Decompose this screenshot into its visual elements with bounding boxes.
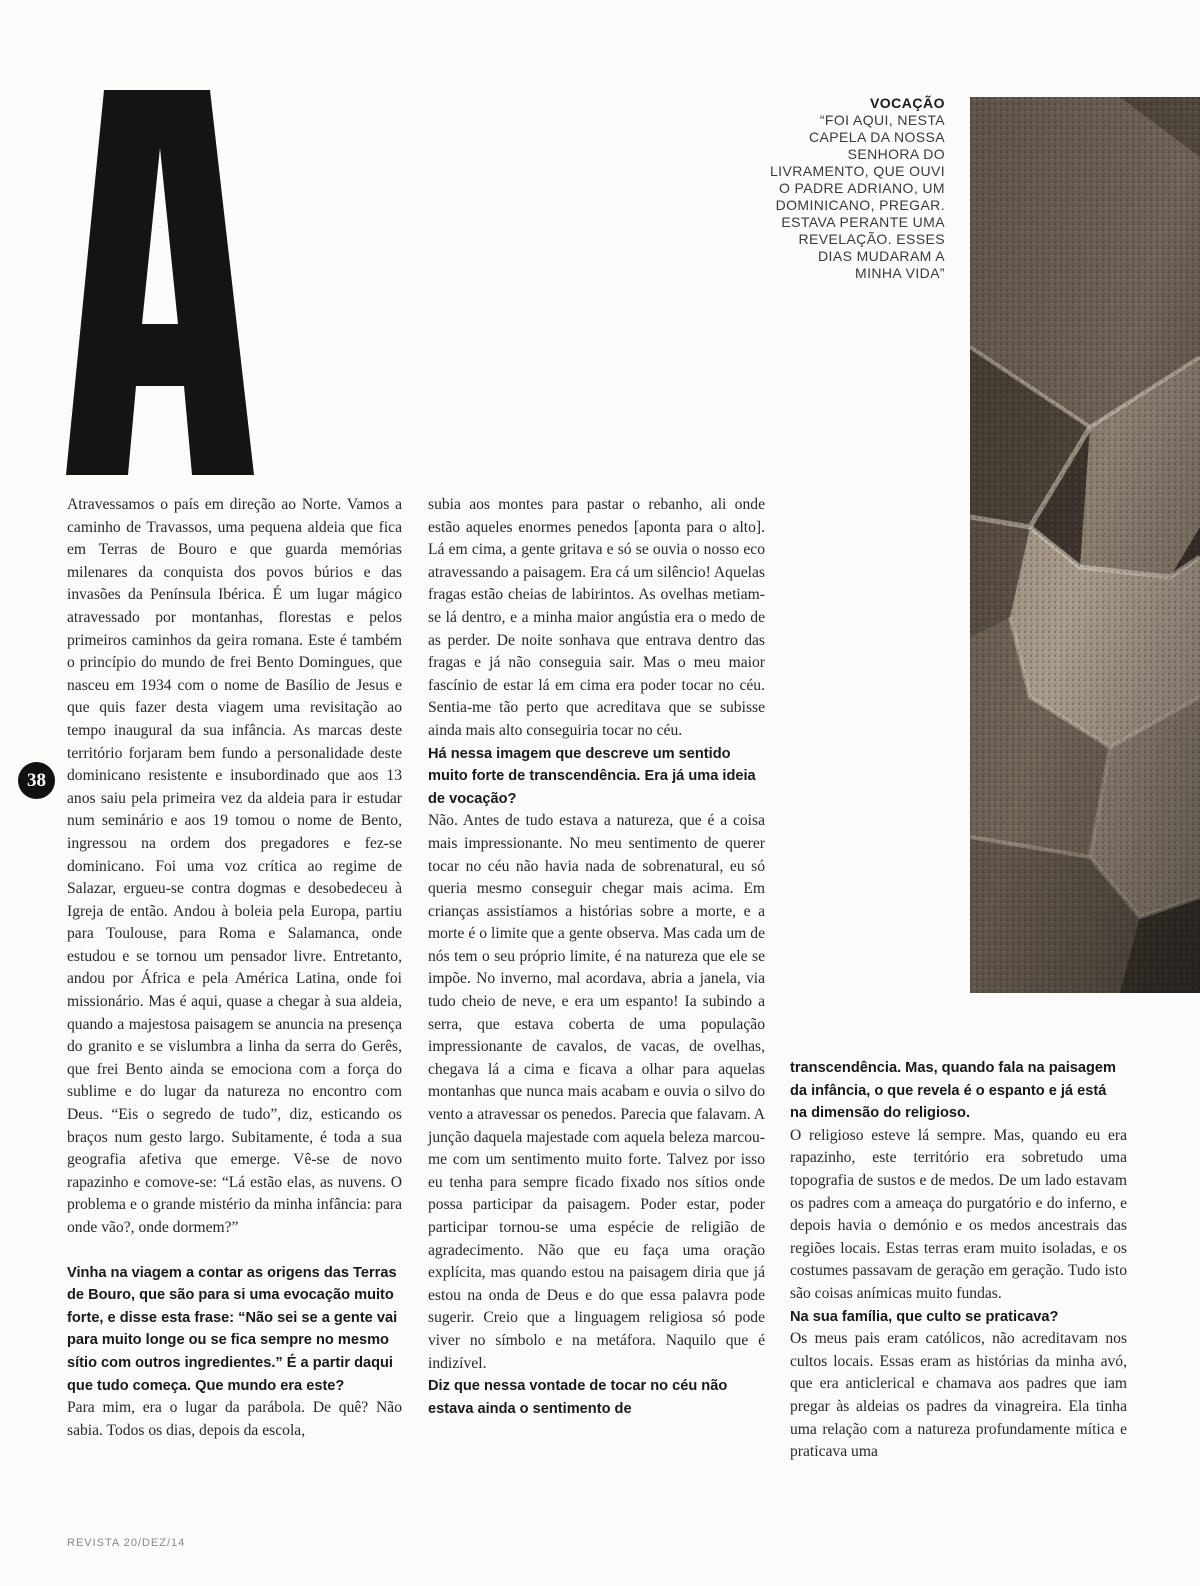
interview-question-1: Vinha na viagem a contar as origens das Terras de Bouro, que são para si uma evocação muito forte, e disse esta frase: “Não sei se a gente vai para muito longe ou se fica sempre no mesmo sítio com outros ingredientes.” É a partir daqui que tudo começa. Que mundo era este? [67,1264,398,1394]
interview-answer-2: Não. Antes de tudo estava a natureza, que é a coisa mais impressionante. No meu sentimento de querer tocar no céu não havia nada de sobrenatural, eu só queria mesmo conseguir chegar mais acima. Em crianças assistíamos a histórias sobre a morte, e a morte é o limite que a gente observa. Mas cada um de nós tem o seu próprio limite, é na natureza que ele se impõe. No inverno, mal acordava, abria a janela, via tudo cheio de neve, e era um espanto! Ia subindo a serra, que estava coberta de uma população impressionante de cavalos, de vacas, de ovelhas, chegava lá a cima e ficava a olhar para aquelas montanhas que nunca mais acabam e ouvia o silvo do vento a atravessar os penedos. Parecia que falavam. A junção daquela majestade com aquela beleza marcou-me com um sentimento muito forte. Talvez por isso eu tenha para sempre ficado fixado nos sítios onde possa participar da paisagem. Poder estar, poder participar tornou-se uma espécie de religião de agradecimento. Não que eu faça uma oração explícita, mas quando estou na paisagem diria que já estou na onda de Deus e do que essa palavra pode sugerir. Creio que a linguagem religiosa só pode viver no símbolo e na metáfora. Naquilo que é indizível. [428,812,765,1372]
interview-question-2: Há nessa imagem que descreve um sentido muito forte de transcendência. Era já uma ideia de vocação? [428,745,756,807]
magazine-footer: REVISTA 20/DEZ/14 [67,1537,186,1549]
paragraph-spacer [67,1240,402,1262]
intro-paragraph: Atravessamos o país em direção ao Norte. Vamos a caminho de Travassos, uma pequena aldeia que fica em Terras de Bouro e que guarda memórias milenares da conquista dos povos búrios e das invasões da Península Ibérica. É um lugar mágico atravessado por montanhas, florestas e pelos primeiros caminhos da geira romana. Este é também o princípio do mundo de frei Bento Domingues, que nasceu em 1934 com o nome de Basílio de Jesus e que quis fazer desta viagem uma revisitação ao tempo inaugural da sua infância. As marcas deste território forjaram bem fundo a personalidade deste dominicano resistente e insubordinado que aos 13 anos saiu pela primeira vez da aldeia para ir estudar num seminário e aos 19 tomou o nome de Bento, ingressou na ordem dos pregadores e fez-se dominicano. Foi uma voz crítica ao regime de Salazar, ergueu-se contra dogmas e desobedeceu à Igreja de então. Andou à boleia pela Europa, partiu para Toulouse, para Roma e Salamanca, onde estudou e se tornou um pensador livre. Entretanto, andou por África e pela América Latina, onde foi missionário. Mas é aqui, quase a chegar à sua aldeia, quando a majestosa paisagem se anuncia na presença do granito e se vislumbra a linha da serra do Gerês, que frei Bento ainda se emociona com a força do sublime e do lugar da natureza no encontro com Deus. “Eis o segredo de tudo”, diz, esticando os braços num gesto largo. Subitamente, é toda a sua geografia afetiva que emerge. Vê-se de novo rapazinho e comove-se: “Lá estão elas, as nuvens. O problema e o grande mistério da minha infância: para onde vão?, onde dormem?” [67,496,402,1236]
interview-answer-1-start: Para mim, era o lugar da parábola. De quê? Não sabia. Todos os dias, depois da escola, [67,1399,402,1439]
granite-wall-photo [970,97,1200,993]
page-number-badge: 38 [18,762,55,799]
article-column-1 [67,494,402,1442]
interview-answer-3: O religioso esteve lá sempre. Mas, quando eu era rapazinho, este território era sobretudo uma topografia de sustos e de medos. De um lado estavam os padres com a ameaça do purgatório e do inferno, e depois havia o demónio e os medos ancestrais das regiões locais. Estas terras eram muito isoladas, e os costumes passavam de geração em geração. Tudo isto são coisas anímicas muito fundas. [790,1126,1127,1302]
photo-caption [770,95,945,282]
interview-answer-1-cont: subia aos montes para pastar o rebanho, ali onde estão aqueles enormes penedos [aponta para o alto]. Lá em cima, a gente gritava e só se ouvia o nosso eco atravessando a paisagem. Era cá um silêncio! Aquelas fragas estão cheias de labirintos. As ovelhas metiam-se lá dentro, e a minha maior angústia era o medo de as perder. De noite sonhava que entrava dentro das fragas e já não conseguia sair. Mas o meu maior fascínio de estar lá em cima era poder tocar no céu. Sentia-me tão perto que acreditava que se subisse ainda mais alto conseguiria tocar no céu. [428,496,765,739]
interview-answer-4: Os meus pais eram católicos, não acreditavam nos cultos locais. Essas eram as histórias da minha avó, que era anticlerical e chamava aos padres que iam pregar às aldeias os padres da vinagreira. Ela tinha uma relação com a natureza profundamente mítica e praticava uma [790,1330,1127,1461]
interview-question-3-cont: transcendência. Mas, quando fala na paisagem da infância, o que revela é o espanto e já está na dimensão do religioso. [790,1060,1117,1122]
stone-texture-image [970,97,1200,993]
interview-question-4: Na sua família, que culto se praticava? [790,1308,1059,1325]
interview-question-3-start: Diz que nessa vontade de tocar no céu não estava ainda o sentimento de [428,1378,728,1417]
article-column-2 [428,494,765,1420]
caption-title: VOCAÇÃO [869,95,945,111]
caption-text: “FOI AQUI, NESTA CAPELA DA NOSSA SENHORA DO LIVRAMENTO, QUE OUVI O PADRE ADRIANO, UM DOMINICANO, PREGAR. ESTAVA PERANTE UMA REVELAÇÃO. ESSES DIAS MUDARAM A MINHA VIDA” [770,112,945,281]
drop-initial-letter [60,90,260,475]
article-column-3 [790,1057,1127,1464]
